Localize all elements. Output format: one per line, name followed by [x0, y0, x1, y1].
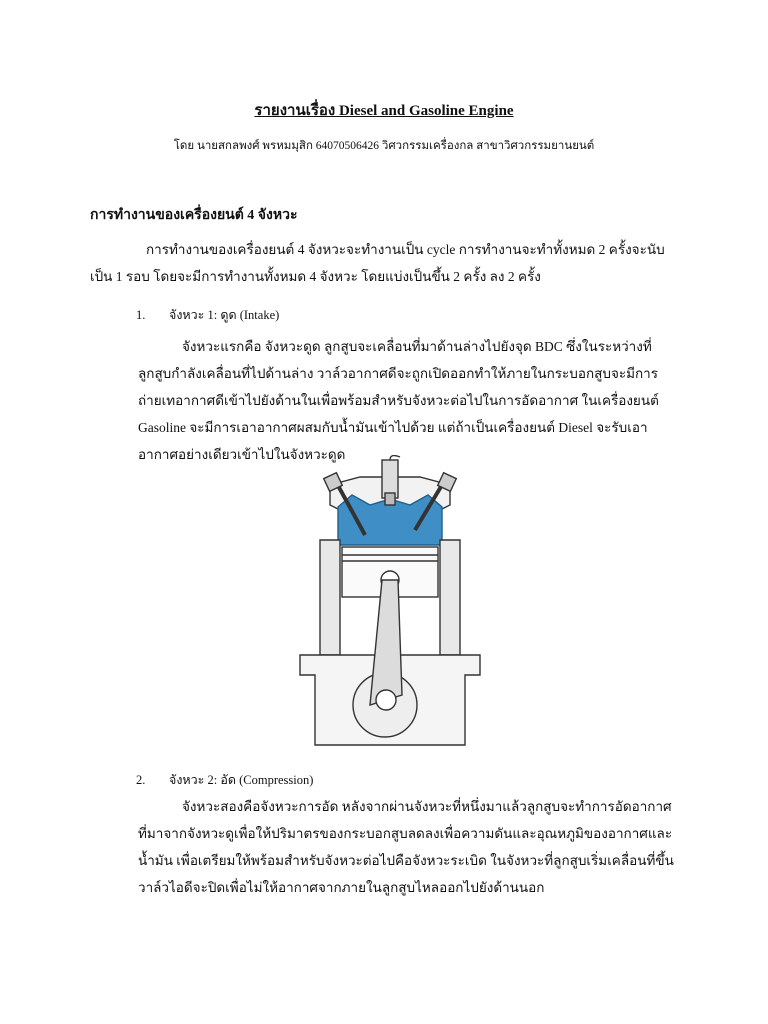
injector: [382, 460, 398, 498]
stroke-1-title: จังหวะ 1: ดูด (Intake): [169, 308, 280, 322]
document-title: รายงานเรื่อง Diesel and Gasoline Engine: [254, 103, 514, 119]
stroke-1-number: 1.: [136, 308, 146, 322]
section-heading: การทำงานของเครื่องยนต์ 4 จังหวะ: [90, 208, 298, 223]
engine-diagram: [290, 455, 490, 755]
stroke-1-label: [136, 305, 279, 325]
stroke-1-paragraph: จังหวะแรกคือ จังหวะดูด ลูกสูบจะเคลื่อนที่มาด้านล่างไปยังจุด BDC ซึ่งในระหว่างที่ลูกสูบกำลังเคลื่อนที่ไปด้านล่าง วาล์วอากาศดีจะถูกเปิดออกทำให้ภายในกระบอกสูบจะมีการถ่ายเทอากาศดีเข้าไปยังด้านในเพื่อพร้อมสำหรับจังหวะต่อไปในการอัดอากาศ ในเครื่องยนต์ Gasoline จะมีการเอาอากาศผสมกับน้ำมันเข้าไปด้วย แต่ถ้าเป็นเครื่องยนต์ Diesel จะรับเอาอากาศอย่างเดียวเข้าไปในจังหวะดูด: [138, 339, 659, 462]
cylinder-wall-left: [320, 540, 340, 655]
intro-paragraph: การทำงานของเครื่องยนต์ 4 จังหวะจะทำงานเป็น cycle การทำงานจะทำทั้งหมด 2 ครั้งจะนับเป็น 1 รอบ โดยจะมีการทำงานทั้งหมด 4 จังหวะ โดยแบ่งเป็นขึ้น 2 ครั้ง ลง 2 ครั้ง: [90, 242, 665, 284]
cylinder-wall-right: [440, 540, 460, 655]
connecting-rod: [370, 580, 402, 705]
stroke-2-label: [136, 770, 313, 790]
stroke-2-number: 2.: [136, 773, 146, 787]
author-line: โดย นายสกลพงศ์ พรหมมุสิก 64070506426 วิศวกรรมเครื่องกล สาขาวิศวกรรมยานยนต์: [173, 140, 595, 152]
stroke-2-paragraph: จังหวะสองคือจังหวะการอัด หลังจากผ่านจังหวะที่หนึ่งมาแล้วลูกสูบจะทำการอัดอากาศที่มาจากจังหวะดูเพื่อให้ปริมาตรของกระบอกสูบลดลงเพื่อความดันและอุณหภูมิของอากาศและน้ำมัน เพื่อเตรียมให้พร้อมสำหรับจังหวะต่อไปคือจังหวะระเบิด ในจังหวะที่ลูกสูบเริ่มเคลื่อนที่ขึ้นวาล์วไอดีจะปิดเพื่อไม่ให้อากาศจากภายในลูกสูบไหลออกไปยังด้านนอก: [138, 799, 674, 895]
stroke-2-title: จังหวะ 2: อัด (Compression): [169, 773, 314, 787]
